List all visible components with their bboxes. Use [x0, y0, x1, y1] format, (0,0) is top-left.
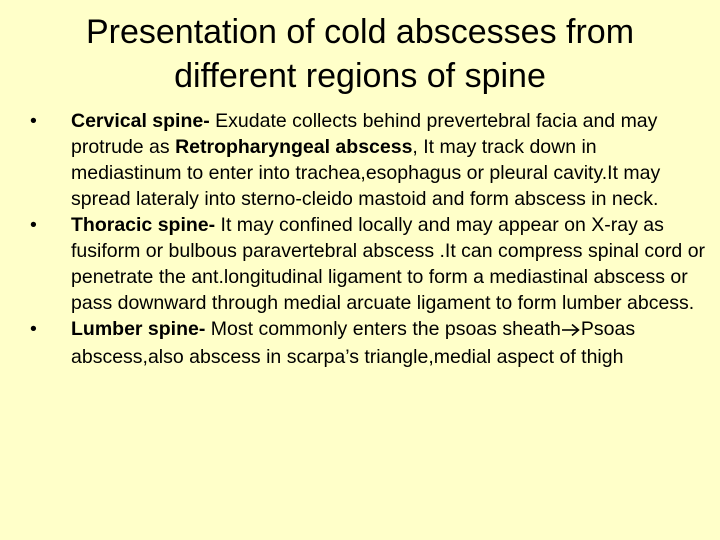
bullet-marker: •	[30, 214, 37, 236]
bullet-text-cervical-2: , It may track down in mediastinum to enter into trachea,esophagus or pleural cavity.It may spread lateraly into sterno-cleido mastoid and form abscess in neck.	[71, 136, 661, 210]
bullet-thoracic-spine	[30, 212, 710, 316]
bullet-text-cervical-1: Exudate collects behind prevertebral facia and may protrude as	[71, 110, 658, 158]
title-line-1: Presentation of cold abscesses from	[85, 13, 635, 51]
slide-title	[20, 10, 700, 98]
bullet-lead-thoracic: Thoracic spine-	[71, 214, 216, 236]
bullet-text-thoracic: It may confined locally and may appear on X-ray as fusiform or bulbous paravertebral abscess .It can compress spinal cord or penetrate the ant.longitudinal ligament to form a mediastinal abscess or pass downward through medial arcuate ligament to form lumber abcess.	[71, 214, 706, 314]
bullet-marker: •	[30, 318, 37, 340]
bullet-lead-cervical: Cervical spine-	[71, 110, 210, 132]
title-line-2: different regions of spine	[174, 57, 546, 95]
right-arrow-icon	[561, 318, 581, 344]
bullet-lumber-spine	[30, 316, 710, 370]
bullet-text-lumber-1: Most commonly enters the psoas sheath	[205, 318, 561, 340]
bullet-marker: •	[30, 110, 37, 132]
bullet-cervical-spine	[30, 108, 710, 212]
bullet-bold-retropharyngeal: Retropharyngeal abscess	[175, 136, 413, 158]
bullet-lead-lumber: Lumber spine-	[71, 318, 206, 340]
bullet-list	[30, 108, 710, 370]
bullet-text-lumber-2: Psoas abscess,also abscess in scarpa’s triangle,medial aspect of thigh	[71, 318, 636, 368]
